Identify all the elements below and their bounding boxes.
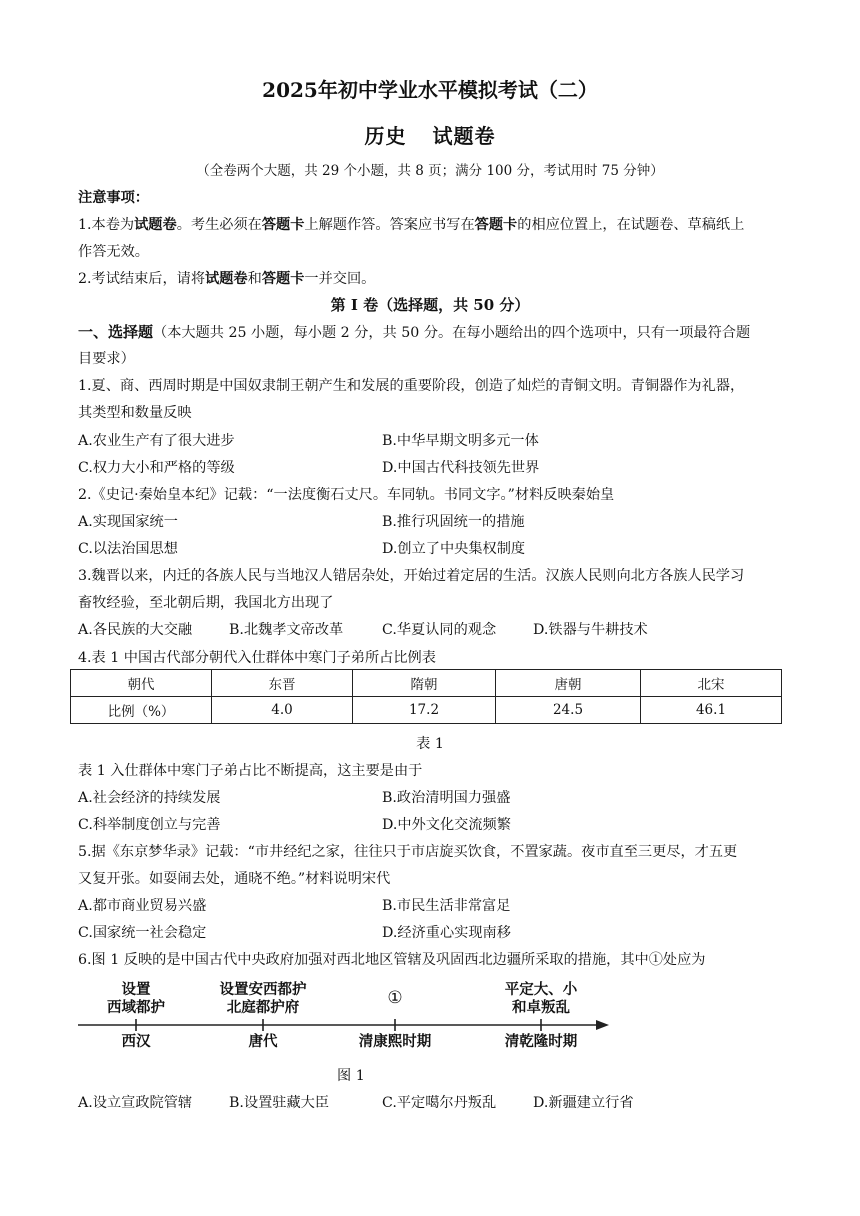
question-4-option-b: B.政治清明国力强盛 (382, 790, 511, 806)
question-5-option-c: C.国家统一社会稳定 (78, 925, 207, 941)
table-cell: 4.0 (212, 697, 353, 724)
table-row (71, 697, 782, 724)
question-1-option-b: B.中华早期文明多元一体 (382, 433, 539, 449)
table-cell: 隋朝 (353, 670, 496, 697)
table-cell: 比例（%） (71, 697, 212, 724)
timeline-event-3: ① (387, 988, 403, 1008)
question-5-option-a: A.都市商业贸易兴盛 (78, 898, 207, 914)
paper-type-label: 试题卷 (432, 124, 496, 148)
question-4-option-a: A.社会经济的持续发展 (78, 790, 221, 806)
question-5-option-d: D.经济重心实现南移 (382, 925, 511, 941)
exam-info: （全卷两个大题，共 29 个小题，共 8 页；满分 100 分，考试用时 75 分钟） (196, 163, 664, 179)
section-heading-cont: 目要求） (78, 351, 135, 367)
table-cell: 46.1 (641, 697, 782, 724)
question-6-option-b: B.设置驻藏大臣 (229, 1095, 330, 1111)
question-6-stem: 6.图 1 反映的是中国古代中央政府加强对西北地区管辖及巩固西北边疆所采取的措施，其中①处应为 (78, 952, 706, 968)
question-4-option-d: D.中外文化交流频繁 (382, 817, 511, 833)
question-2-stem: 2.《史记·秦始皇本纪》记载：“一法度衡石丈尺。车同轨。书同文字。”材料反映秦始皇 (78, 487, 615, 503)
question-2-option-d: D.创立了中央集权制度 (382, 541, 526, 557)
timeline-period-3: 清康熙时期 (358, 1034, 432, 1050)
question-5-option-b: B.市民生活非常富足 (382, 898, 511, 914)
question-3-stem: 3.魏晋以来，内迁的各族人民与当地汉人错居杂处，开始过着定居的生活。汉族人民则向北方各族人民学习 (78, 568, 745, 584)
timeline-event-4: 平定大、小 和卓叛乱 (504, 982, 578, 1016)
question-2-option-c: C.以法治国思想 (78, 541, 178, 557)
question-3-option-d: D.铁器与牛耕技术 (533, 622, 648, 638)
notice-item-1-cont: 作答无效。 (78, 244, 149, 260)
table-cell: 17.2 (353, 697, 496, 724)
table-header-row (71, 670, 782, 697)
timeline-figure (74, 977, 614, 1057)
question-3-stem-cont: 畜牧经验，至北朝后期，我国北方出现了 (78, 595, 334, 611)
dynasty-ratio-table (70, 669, 782, 724)
table-cell: 朝代 (71, 670, 212, 697)
timeline-period-2: 唐代 (248, 1034, 278, 1050)
question-2-option-b: B.推行巩固统一的措施 (382, 514, 525, 530)
table-cell: 24.5 (496, 697, 641, 724)
question-5-stem: 5.据《东京梦华录》记载：“市井经纪之家，往往只于市店旋买饮食，不置家蔬。夜市直至三更尽，才五更 (78, 844, 738, 860)
table-cell: 唐朝 (496, 670, 641, 697)
section-heading: 一、选择题（本大题共 25 小题，每小题 2 分，共 50 分。在每小题给出的四个选项中，只有一项最符合题 (78, 323, 751, 341)
exam-title: 2025年初中学业水平模拟考试（二） (262, 78, 598, 102)
section-title: 第 I 卷（选择题，共 50 分） (330, 296, 530, 314)
timeline-event-1: 设置 西域都护 (107, 982, 165, 1016)
notice-item-2: 2.考试结束后，请将试题卷和答题卡一并交回。 (78, 271, 376, 287)
question-5-stem-cont: 又复开张。如耍闹去处，通晓不绝。”材料说明宋代 (78, 871, 391, 887)
question-3-option-a: A.各民族的大交融 (78, 622, 193, 638)
question-6-option-a: A.设立宣政院管辖 (78, 1095, 193, 1111)
timeline-period-4: 清乾隆时期 (504, 1034, 578, 1050)
question-3-option-b: B.北魏孝文帝改革 (229, 622, 344, 638)
question-3-option-c: C.华夏认同的观念 (382, 622, 497, 638)
question-4-stem-cont: 表 1 入仕群体中寒门子弟占比不断提高，这主要是由于 (78, 763, 423, 779)
subject-label: 历史 (364, 124, 407, 148)
question-2-option-a: A.实现国家统一 (78, 514, 178, 530)
figure-caption: 图 1 (337, 1068, 365, 1084)
question-6-option-d: D.新疆建立行省 (533, 1095, 634, 1111)
question-1-stem: 1.夏、商、西周时期是中国奴隶制王朝产生和发展的重要阶段，创造了灿烂的青铜文明。青铜器作为礼器， (78, 378, 745, 394)
notice-item-1: 1.本卷为试题卷。考生必须在答题卡上解题作答。答案应书写在答题卡的相应位置上，在试题卷、草稿纸上 (78, 217, 745, 233)
question-1-option-d: D.中国古代科技领先世界 (382, 460, 540, 476)
table-cell: 东晋 (212, 670, 353, 697)
question-4-stem: 4.表 1 中国古代部分朝代入仕群体中寒门子弟所占比例表 (78, 650, 436, 666)
question-6-option-c: C.平定噶尔丹叛乱 (382, 1095, 497, 1111)
question-4-option-c: C.科举制度创立与完善 (78, 817, 221, 833)
question-1-stem-cont: 其类型和数量反映 (78, 405, 192, 421)
timeline-period-1: 西汉 (121, 1034, 151, 1050)
notice-heading: 注意事项： (78, 190, 149, 206)
timeline-event-2: 设置安西都护 北庭都护府 (219, 982, 307, 1016)
table-cell: 北宋 (641, 670, 782, 697)
question-1-option-a: A.农业生产有了很大进步 (78, 433, 235, 449)
timeline-arrow (596, 1020, 609, 1030)
exam-subtitle (0, 120, 860, 149)
table-caption: 表 1 (416, 736, 444, 752)
question-1-option-c: C.权力大小和严格的等级 (78, 460, 235, 476)
